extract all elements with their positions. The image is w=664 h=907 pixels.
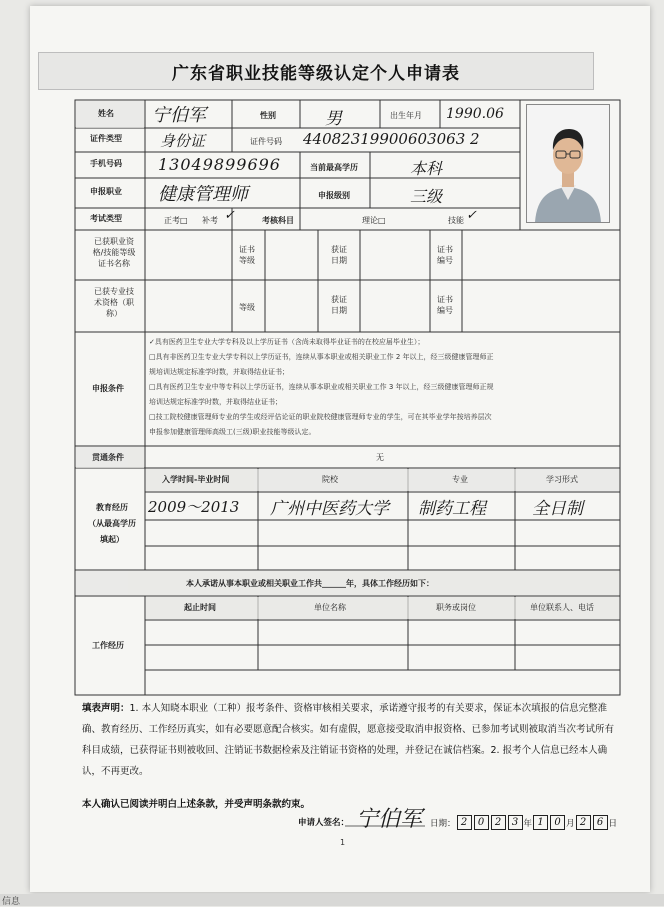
skill-check: ✓: [466, 208, 477, 223]
declaration: 填表声明：1. 本人知晓本职业（工种）报考条件、资格审核相关要求，承诺遵守报考的有关要求，保证本次填报的信息完整准确、教育经历、工作经历真实，如有必要愿意配合核实。如有虚假，愿意接受取消申报资格、已参加考试则被取消当次考试所有科目成绩，已获得证书则被收回、注销证书数据检索及注销证书资格的处理，并登记在诚信档案。2. 报考个人信息已经本人确认，不再更改。: [82, 703, 615, 777]
header-work-period: 起止时间: [184, 603, 216, 612]
label-linked: 贯通条件: [92, 453, 124, 462]
value-birth: 1990.06: [446, 106, 504, 122]
exam-makeup-option: 补考: [202, 216, 218, 225]
header-work-org: 单位名称: [314, 603, 346, 612]
condition-line: 培训达规定标准学时数，并取得结业证书；: [149, 398, 282, 406]
condition-line: □技工院校健康管理师专业的学生或经评估论证的职业院校健康管理师专业的学生，可在其毕业学年按培养层次: [149, 413, 492, 421]
label-id-no: 证件号码: [250, 137, 282, 146]
condition-line: ✓具有医药卫生专业大学专科及以上学历证书（含尚未取得毕业证书的在校应届毕业生）；: [149, 338, 425, 346]
label-gender: 性别: [260, 111, 276, 120]
applicant-photo: [526, 104, 610, 223]
page-number: 1: [340, 838, 346, 847]
label-edu-history: 教育经历 （从最高学历 填起）: [88, 503, 136, 544]
header-edu-major: 专业: [452, 475, 468, 484]
label-cert2-date: 获证 日期: [331, 295, 347, 315]
bottom-text: 信息: [2, 897, 21, 907]
label-cert1-no: 证书 编号: [437, 245, 453, 265]
value-edu-school: 广州中医药大学: [270, 499, 389, 519]
value-name: 宁伯军: [152, 105, 206, 126]
header-work-contact: 单位联系人、电话: [530, 603, 594, 612]
label-cert1: 已获职业资 格/技能等级 证书名称: [92, 237, 136, 268]
exam-first-option: 正考□: [164, 216, 188, 225]
label-cert2: 已获专业技 术资格（职 称）: [94, 287, 134, 318]
label-name: 姓名: [98, 109, 114, 118]
value-id-no: 44082319900603063 2: [303, 130, 480, 148]
value-phone: 13049899696: [158, 155, 281, 174]
declaration-confirm: 本人确认已阅读并明白上述条款，并受声明条款约束。: [82, 799, 311, 810]
value-education: 本科: [410, 159, 443, 178]
condition-line: □具有非医药卫生专业大学专科以上学历证书，连续从事本职业或相关职业工作 2 年以上，经三级健康管理师正: [149, 353, 494, 361]
theory-option: 理论□: [362, 216, 386, 225]
value-edu-form: 全日制: [532, 499, 583, 519]
value-edu-major: 制药工程: [418, 499, 486, 519]
label-education: 当前最高学历: [310, 163, 358, 172]
value-occupation: 健康管理师: [158, 184, 248, 205]
label-occupation: 申报职业: [90, 187, 122, 196]
label-cert2-grade: 等级: [239, 303, 255, 312]
label-work-history: 工作经历: [92, 641, 124, 650]
sign-date: 日期： 2 0 2 3 年 1 0 月 2 6 日: [430, 817, 618, 829]
value-level: 三级: [410, 187, 443, 206]
condition-line: □具有医药卫生专业中等专科以上学历证书，连续从事本职业或相关职业工作 3 年以上，经三级健康管理师正规: [149, 383, 494, 391]
value-gender: 男: [325, 109, 342, 129]
header-edu-form: 学习形式: [546, 475, 578, 484]
skill-option: 技能: [448, 216, 464, 225]
label-cert2-no: 证书 编号: [437, 295, 453, 315]
label-birth: 出生年月: [390, 111, 422, 120]
label-conditions: 申报条件: [92, 384, 124, 393]
value-linked: 无: [376, 453, 384, 462]
form-title: 广东省职业技能等级认定个人申请表: [38, 52, 594, 90]
condition-line: 申报参加健康管理师高级工(三级)职业技能等级认定。: [149, 428, 316, 436]
signature: 宁伯军: [356, 807, 423, 832]
label-cert1-level: 证书 等级: [239, 245, 255, 265]
label-level: 申报级别: [318, 191, 350, 200]
label-phone: 手机号码: [90, 159, 122, 168]
label-cert1-date: 获证 日期: [331, 245, 347, 265]
condition-line: 规培训达规定标准学时数，并取得结业证书；: [149, 368, 289, 376]
conditions-list: [149, 335, 617, 440]
value-id-type: 身份证: [160, 132, 206, 150]
header-edu-period: 入学时间-毕业时间: [162, 475, 230, 484]
label-exam-subject: 考核科目: [262, 216, 294, 225]
signer-label: 申请人签名：: [298, 818, 350, 828]
header-work-position: 职务或岗位: [436, 603, 476, 612]
label-exam-type: 考试类型: [90, 214, 122, 223]
label-id-type: 证件类型: [90, 134, 122, 143]
work-commitment: 本人承诺从事本职业或相关职业工作共______年，具体工作经历如下：: [186, 579, 434, 588]
exam-makeup-check: ✓: [224, 208, 235, 223]
header-edu-school: 院校: [322, 475, 338, 484]
value-edu-period: 2009～2013: [148, 498, 240, 516]
bottom-strip: [0, 894, 664, 906]
